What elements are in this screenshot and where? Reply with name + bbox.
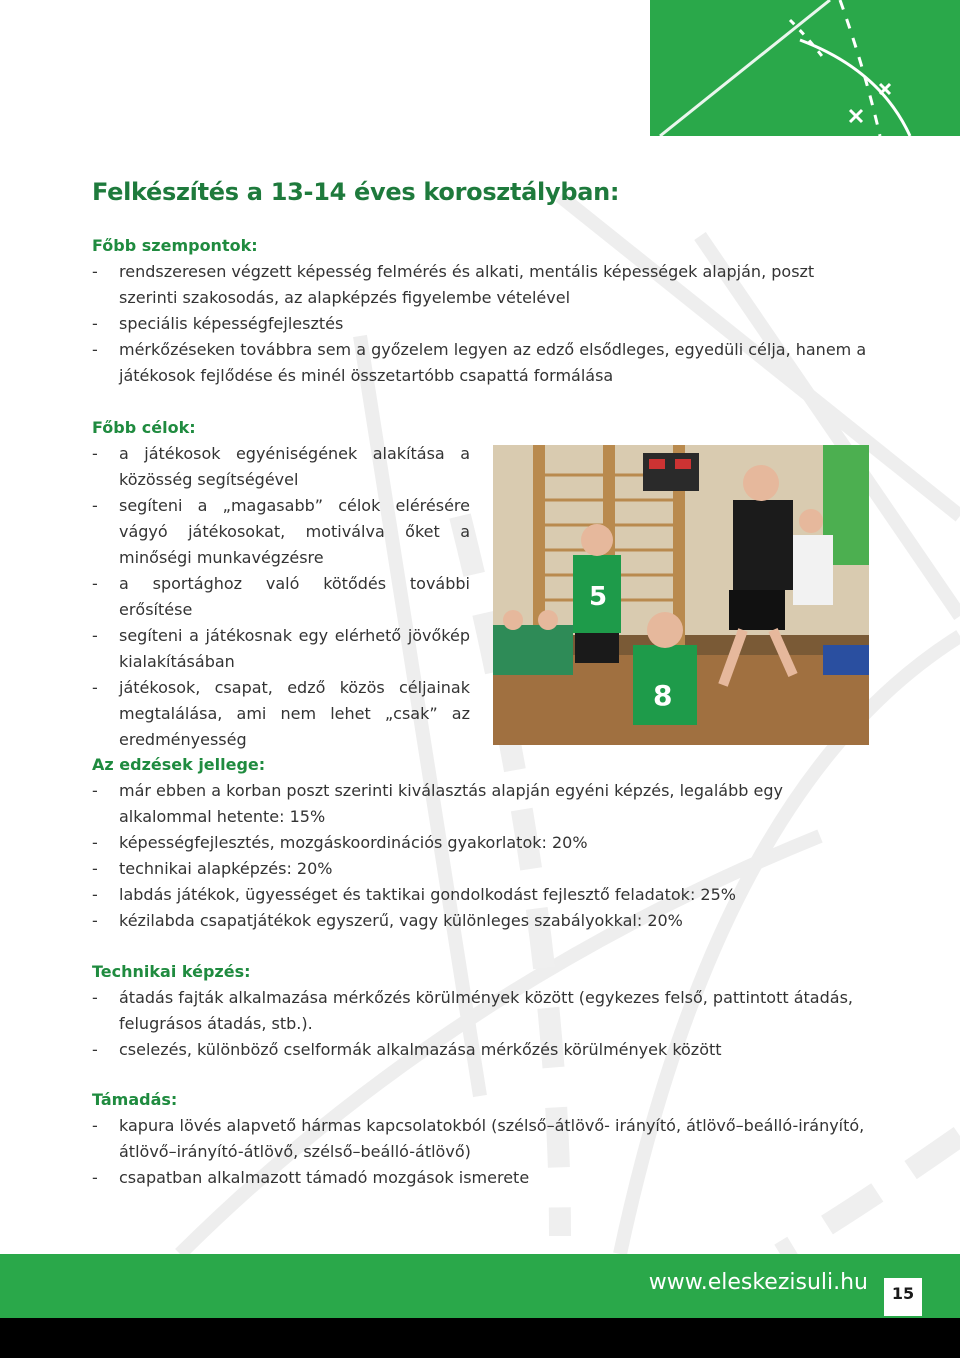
list-fobb-celok <box>92 441 470 753</box>
page-title: Felkészítés a 13-14 éves korosztályban: <box>92 178 620 206</box>
jersey-number-8: 8 <box>653 679 673 712</box>
header-court-graphic <box>650 0 960 136</box>
list-item: - cselezés, különböző cselformák alkalmazása mérkőzés körülmények között <box>92 1037 872 1063</box>
jersey-number-5: 5 <box>589 582 608 612</box>
list-item: - a sportághoz való kötődés további erősítése <box>92 571 470 623</box>
heading-fobb-celok: Főbb célok: <box>92 418 196 437</box>
heading-edzesek-jellege: Az edzések jellege: <box>92 755 266 774</box>
heading-fobb-szempontok: Főbb szempontok: <box>92 236 258 255</box>
list-item: - már ebben a korban poszt szerinti kiválasztás alapján egyéni képzés, legalább egy alkalommal hetente: 15% <box>92 778 872 830</box>
list-technikai-kepzes <box>92 985 872 1063</box>
handball-photo <box>493 445 869 745</box>
list-item: - a játékosok egyéniségének alakítása a közösség segítségével <box>92 441 470 493</box>
list-item: - speciális képességfejlesztés <box>92 311 872 337</box>
list-item: - rendszeresen végzett képesség felmérés és alkati, mentális képességek alapján, poszt szerinti szakosodás, az alapképzés figyelembe vételével <box>92 259 872 311</box>
list-item: - képességfejlesztés, mozgáskoordinációs gyakorlatok: 20% <box>92 830 872 856</box>
heading-technikai-kepzes: Technikai képzés: <box>92 962 251 981</box>
list-item: - segíteni a játékosnak egy elérhető jövőkép kialakításában <box>92 623 470 675</box>
list-item: - csapatban alkalmazott támadó mozgások ismerete <box>92 1165 872 1191</box>
list-item: - átadás fajták alkalmazása mérkőzés körülmények között (egykezes felső, pattintott átadás, felugrásos átadás, stb.). <box>92 985 872 1037</box>
list-item: - kézilabda csapatjátékok egyszerű, vagy különleges szabályokkal: 20% <box>92 908 872 934</box>
footer-website-url[interactable]: www.eleskezisuli.hu <box>648 1270 868 1295</box>
list-edzesek-jellege <box>92 778 872 934</box>
list-item: - technikai alapképzés: 20% <box>92 856 872 882</box>
list-fobb-szempontok <box>92 259 872 389</box>
header-band <box>0 0 960 136</box>
list-item: - labdás játékok, ügyességet és taktikai gondolkodást fejlesztő feladatok: 25% <box>92 882 872 908</box>
page-number: 15 <box>884 1278 922 1316</box>
heading-tamadas: Támadás: <box>92 1090 178 1109</box>
list-item: - játékosok, csapat, edző közös céljainak megtalálása, ami nem lehet „csak” az eredményesség <box>92 675 470 753</box>
footer-black-strip <box>0 1318 960 1358</box>
list-item: - kapura lövés alapvető hármas kapcsolatokból (szélső–átlövő- irányító, átlövő–beálló-irányító, átlövő–irányító-átlövő, szélső–beálló-átlövő) <box>92 1113 872 1165</box>
list-item: - segíteni a „magasabb” célok elérésére vágyó játékosokat, motiválva őket a minőségi munkavégzésre <box>92 493 470 571</box>
list-item: - mérkőzéseken továbbra sem a győzelem legyen az edző elsődleges, egyedüli célja, hanem a játékosok fejlődése és minél összetartóbb csapattá formálása <box>92 337 872 389</box>
list-tamadas <box>92 1113 872 1191</box>
